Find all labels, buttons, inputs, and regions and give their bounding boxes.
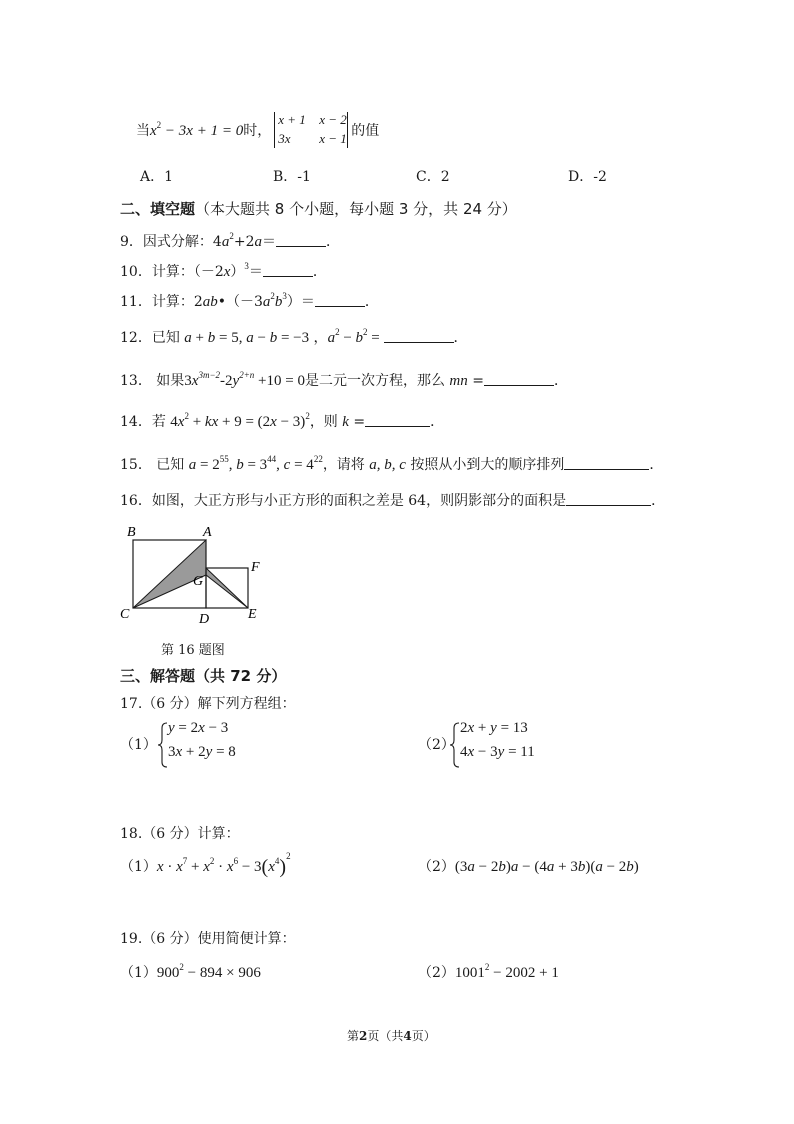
q10: 10．计算：$(-2x)^3=$ ． [120, 261, 327, 280]
q8-option-a: A．1 [140, 169, 174, 185]
q11: 11．计算：$2ab•(-3a^2b^3)=$ ． [120, 291, 379, 310]
q12: 12．已知 a + b = 5, a − b = −3 ，$a^2 - b^2$ = ． [120, 327, 468, 346]
page-footer: 第2页（共4页） [347, 1029, 436, 1043]
q15: 15． 已知 $a = 2^{55}$, $b = 3^{44}$, $c = 4^{22}$，请将 a, b, c 按照从小到大的顺序排列 ． [120, 454, 664, 473]
q18-head: 18.（6 分）计算： [120, 826, 240, 842]
q19-part1: $(1)900^2 - 894 \times 906$ [120, 962, 261, 981]
q18-part2: （2）(3a − 2b)a − (4a + 3b)(a − 2b) [418, 859, 639, 875]
q16: 16．如图，大正方形与小正方形的面积之差是 64，则阴影部分的面积是 ． [120, 493, 666, 509]
brace-icon [450, 722, 460, 768]
shaded-region [133, 540, 248, 608]
section3-heading: 三、解答题（共 72 分） [120, 667, 287, 685]
label-D: D [199, 612, 210, 627]
brace-icon [158, 722, 168, 768]
label-B: B [127, 525, 136, 540]
q16-figure [115, 520, 275, 630]
label-G: G [193, 574, 204, 589]
q9: 9．因式分解：$4a^2+2a=$ ． [120, 231, 340, 250]
q14: 14．若 $4x^2$ + kx + $9 = (2x - 3)^2$，则 k = ． [120, 411, 445, 430]
q8-determinant: x + 1 x − 2 3x x − 1 [274, 112, 348, 148]
q8-option-b: B．-1 [273, 169, 311, 185]
q17-p2-eq2: 4x − 3y = 11 [460, 744, 535, 760]
label-A: A [203, 525, 212, 540]
q17-p2-eq1: 2x + y = 13 [460, 720, 528, 736]
label-E: E [248, 607, 257, 622]
q19-part2: $(2)1001^2 - 2002 + 1$ [418, 962, 559, 981]
q8-condition: $x^2 - 3x + 1 = 0$ [150, 120, 244, 139]
label-F: F [251, 560, 260, 575]
q17-p1-eq1: y = 2x − 3 [168, 720, 229, 736]
q8-option-d: D．-2 [568, 169, 607, 185]
q8-stem: 当$x^2 - 3x + 1 = 0$时， x + 1 x − 2 3x x − 1 的值 [136, 112, 380, 146]
q17-head: 17.（6 分）解下列方程组： [120, 696, 296, 712]
q13: 13． 如果$3x^{3m-2}-2y^{2+n} +10 = 0$是二元一次方程，那么 mn = ． [120, 370, 568, 389]
q8-option-c: C．2 [416, 169, 450, 185]
section2-heading: 二、填空题（本大题共 8 个小题，每小题 3 分，共 24 分） [120, 200, 517, 218]
q18-part1: $(1)x \cdot x^7 + x^2 \cdot x^6 - 3(x^4)^2$ [120, 851, 291, 878]
figure-caption: 第 16 题图 [161, 643, 225, 658]
q19-head: 19.（6 分）使用简便计算： [120, 931, 296, 947]
label-C: C [120, 607, 130, 622]
q17-p1-eq2: 3x + 2y = 8 [168, 744, 236, 760]
